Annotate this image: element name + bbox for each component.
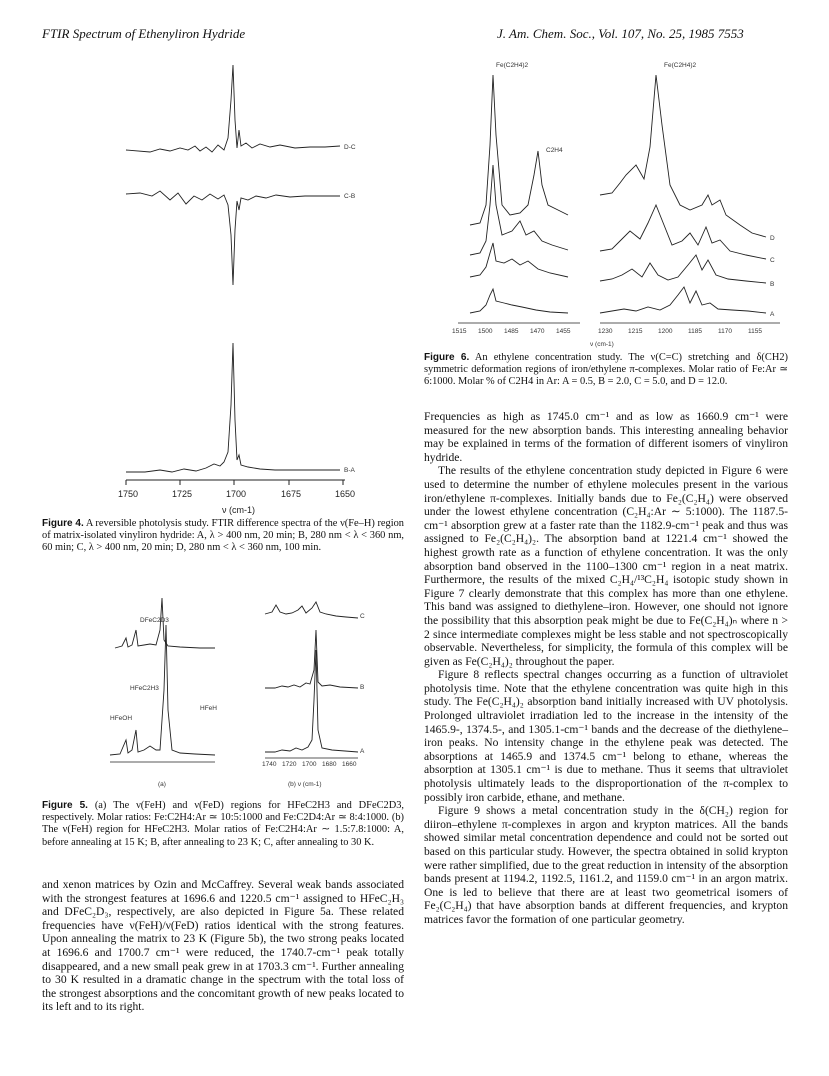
paragraph: Frequencies as high as 1745.0 cm⁻¹ and as low as 1660.9 cm⁻¹ were measured for the new absorption bands. This interesting annealing behavior may be explained in terms of the formation of different isomers of vinyliron hydride. [424,410,788,464]
left-column-text [42,878,404,1014]
fig6-right-trace-b [600,255,766,283]
fig6-tick-1485: 1485 [504,328,519,335]
fig6-label-d: D [770,235,775,242]
fig4-trace-dc [126,65,340,152]
fig4-trace-ba [126,343,340,472]
fig4-tick-1750: 1750 [118,489,139,499]
running-title: FTIR Spectrum of Ethenyliron Hydride [42,26,246,41]
paragraph: and xenon matrices by Ozin and McCaffrey. Several weak bands associated with the strongest features at 1696.6 and 1220.5 cm⁻¹ assigned to HFeC₂H₃ and DFeC₂D₃, respectively, are also depicted in Figure 5a. These related frequencies have ν(FeH)/ν(FeD) ratios identical with the strong features. Upon annealing the matrix to 23 K (Figure 5b), the two strong peaks located at 1696.6 and 1700.7 cm⁻¹ were reduced, the 1740.7-cm⁻¹ peak totally disappeared, and a new small peak grew in at 1703.3 cm⁻¹. Further annealing to 30 K resulted in a dramatic change in the spectrum with the total loss of the strongest absorptions and the concomitant growth of new peaks located to its left and to its right. [42,878,404,1014]
fig5-label-c: C [360,613,365,620]
fig5-annot-hfeh: HFeH [200,705,217,712]
paragraph: The results of the ethylene concentration study depicted in Figure 6 were used to determine the number of ethylene molecules present in the various iron/ethylene π-complexes. Initially bands due to Fe₂(C₂H₄) were observed under the lowest ethylene concentration (C₂H₄:Ar ∼ 5:1000). The 1187.5-cm⁻¹ absorption grew at a faster rate than the 1182.9-cm⁻¹ peak and thus was assigned to Fe₂(C₂H₄)₂. The absorption band at 1221.4 cm⁻¹ showed the highest growth rate as a function of ethylene concentration. It was the only absorption band observed in the 1100–1300 cm⁻¹ region in a neat matrix. Furthermore, the results of the mixed C₂H₄/¹³C₂H₄ isotopic study shown in Figure 7 clearly demonstrate that this complex has more than one ethylene. This band was assigned to diethylene–iron. However, one should not ignore the possibility that this absorption peak might be due to Fe(C₂H₄)ₙ where n > 2 since intermediate complexes might be less stable and not spectroscopically observable. Nevertheless, for simplicity, the formula of this complex will be given as Fe(C₂H₄)₂ throughout the paper. [424,464,788,668]
paragraph: Figure 9 shows a metal concentration study in the δ(CH₂) region for diiron–ethylene π-complexes in argon and krypton matrices. All the bands showed similar metal concentration dependence and could not be sorted out based on this particular study. However, the spectra obtained in solid krypton were rather simplified, due to the great reduction in intensity of the absorption bands present at 1194.2, 1192.5, 1161.2, and 1159.0 cm⁻¹ in an argon matrix. One is led to believe that there are at least two geometrical isomers of Fe₂(C₂H₄) that have absorption bands at different frequencies, and krypton matrices favor the formation of one particular geometry. [424,804,788,926]
fig5-tick-1700: 1700 [302,761,317,768]
fig5b-trace-b [265,630,358,688]
fig5-tick-1660: 1660 [342,761,357,768]
fig6-tick-1470: 1470 [530,328,545,335]
journal-citation: J. Am. Chem. Soc., Vol. 107, No. 25, 1985 7553 [497,26,744,41]
fig6-left-trace-b [470,243,568,277]
fig6-tick-1230: 1230 [598,328,613,335]
right-column-text [424,410,788,927]
fig4-tick-1700: 1700 [226,489,247,499]
fig5-label-b: B [360,684,365,691]
fig5-tick-1720: 1720 [282,761,297,768]
fig5-panel-b: (b) ν (cm-1) [288,781,322,788]
fig5-annot-hfeoh: HFeOH [110,715,133,722]
fig6-label-c: C [770,257,775,264]
fig5b-trace-c [265,602,358,618]
figure-4-caption: Figure 4. A reversible photolysis study. FTIR difference spectra of the ν(Fe–H) region of matrix-isolated vinyliron hydride: A, λ > 400 nm, 20 min; B, 280 nm < λ < 360 nm, 60 min; C, λ > 400 nm, 20 min; D, 280 nm < λ < 360 nm, 100 min. [42,518,404,554]
fig6-annot-left: Fe(C2H4)2 [496,62,529,69]
fig5-label-a: A [360,748,365,755]
fig4-tick-1675: 1675 [281,489,302,499]
figure-4-spectra [100,60,460,515]
fig6-label-b: B [770,281,775,288]
fig5-annot-dfe: DFeC2D3 [140,617,169,624]
fig5b-trace-a [265,650,358,752]
fig5-annot-hfe: HFeC2H3 [130,685,159,692]
fig6-tick-1515: 1515 [452,328,467,335]
fig6-annot-c2h4: C2H4 [546,147,563,154]
fig4-label-ba: B-A [344,467,355,474]
fig5-tick-1680: 1680 [322,761,337,768]
fig4-label-cb: C-B [344,193,356,200]
paragraph: Figure 8 reflects spectral changes occurring as a function of ultraviolet photolysis time. Note that the ethylene concentration was quite high in this study. The Fe(C₂H₄)₂ absorption band initially increased with UV photolysis. Prolonged ultraviolet irradiation led to the increase in the intensity of the 1465.9-, 1374.5-, and 1305.1-cm⁻¹ bands and the decrease of the diethylene–iron peaks. No intensity change in the ethylene peak was detected. The absorptions at 1465.9 and 1374.5 cm⁻¹ belong to ethane, whereas the absorption at 1305.1 cm⁻¹ is due to methane. Thus it seems that ultraviolet photolysis ultimately leads to the disproportionation of the π-complex to possibly iron carbide, ethane, and methane. [424,668,788,804]
fig5-tick-1740: 1740 [262,761,277,768]
fig6-tick-1155: 1155 [748,328,762,335]
fig4-tick-1650: 1650 [335,489,356,499]
fig6-left-trace-a [470,289,568,313]
figure-5-spectra [40,590,405,830]
figure-6-caption: Figure 6. An ethylene concentration study. The ν(C=C) stretching and δ(CH2) symmetric deformation regions of iron/ethylene π-complexes. Molar ratio of Fe:Ar ≃ 6:1000. Molar % of C2H4 in Ar: A = 0.5, B = 2.0, C = 5.0, and D = 12.0. [424,352,788,388]
fig5a-trace-hfe [110,625,215,755]
fig6-right-trace-a [600,287,766,313]
figure-6-spectra [450,55,810,350]
figure-5-caption: Figure 5. (a) The ν(FeH) and ν(FeD) regions for HFeC2H3 and DFeC2D3, respectively. Molar ratios: Fe:C2H4:Ar ≃ 10:5:1000 and Fe:C2D4:Ar ≃ 8:4:1000. (b) The ν(FeH) region for HFeC2H3. Molar ratios of Fe:C2H4:Ar ∼ 1.5:7.8:1000: A, before annealing at 15 K; B, after annealing to 23 K; C, after annealing to 30 K. [42,800,404,848]
fig6-annot-right: Fe(C2H4)2 [664,62,697,69]
fig6-tick-1185: 1185 [688,328,702,335]
fig6-xlabel: ν (cm-1) [590,341,614,348]
fig6-tick-1170: 1170 [718,328,732,335]
fig6-tick-1455: 1455 [556,328,571,335]
fig4-tick-1725: 1725 [172,489,193,499]
fig6-right-trace-d [600,75,766,237]
fig6-label-a: A [770,311,775,318]
fig6-tick-1215: 1215 [628,328,643,335]
fig6-right-trace-c [600,205,766,259]
fig6-tick-1200: 1200 [658,328,673,335]
fig4-trace-cb [126,191,340,285]
fig4-xlabel: ν (cm-1) [222,505,255,515]
fig4-label-dc: D-C [344,144,356,151]
fig6-tick-1500: 1500 [478,328,493,335]
fig5-panel-a: (a) [158,781,166,788]
